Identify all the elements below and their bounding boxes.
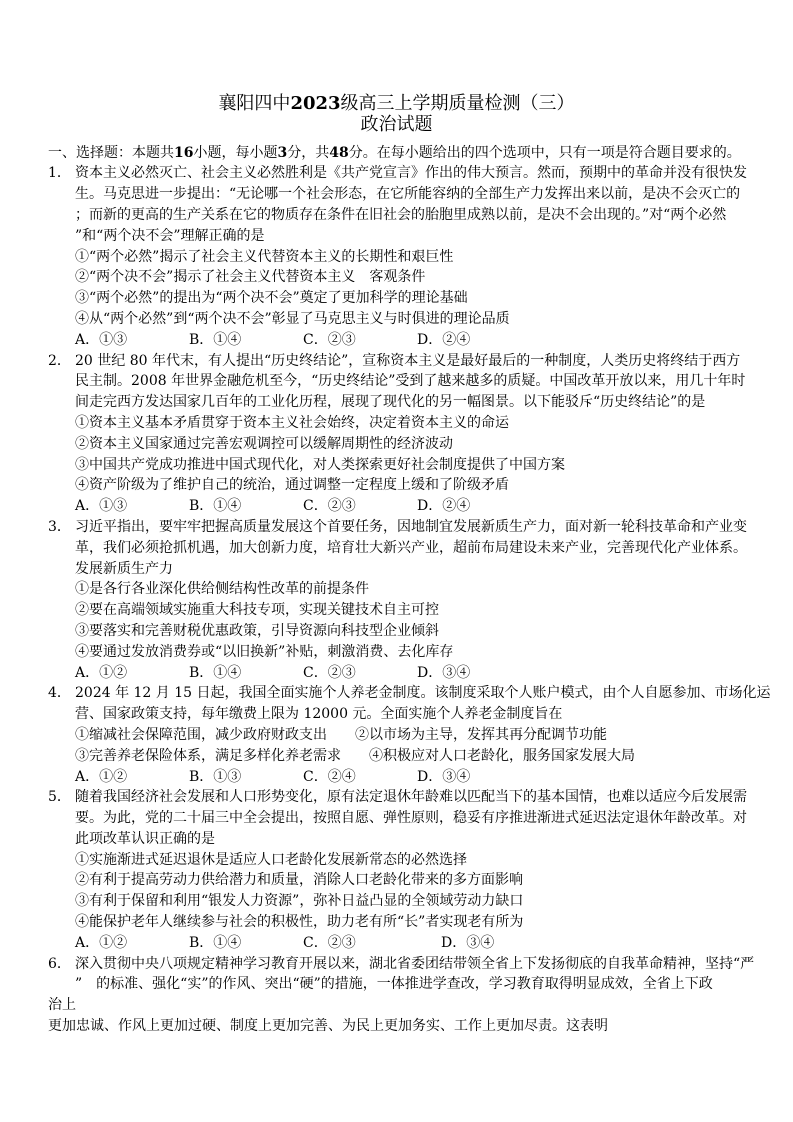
question-stem-line: 间走完西方发达国家几百年的工业化历程，展现了现代化的另一幅图景。以下能驳斥“历史终结论”的是 xyxy=(75,394,706,411)
question-4 xyxy=(48,683,771,787)
statement-1: ①资本主义基本矛盾贯穿于资本主义社会始终，决定着资本主义的命运 xyxy=(75,414,509,431)
stem-text: 随着我国经济社会发展和人口形势变化，原有法定退休年龄难以匹配当下的基本国情，也难以适应今后发展需 xyxy=(75,789,747,806)
question-number: 3． xyxy=(48,518,71,535)
answer-choices xyxy=(48,767,768,788)
section-total-points: 48 xyxy=(329,144,349,161)
stem-text: 资本主义必然灭亡、社会主义必然胜利是《共产党宣言》作出的伟大预言。然而，预期中的革命并没有很快发 xyxy=(75,165,747,182)
question-stem-line xyxy=(48,954,768,975)
statement-2: ②要在高端领域实施重大科技专项，实现关键技术自主可控 xyxy=(75,602,439,619)
question-number: 6． xyxy=(48,955,71,972)
choice-c: C．②③ xyxy=(303,331,356,348)
section-heading-text: 分，共 xyxy=(287,144,330,161)
choice-a: A．①② xyxy=(75,768,128,785)
answer-choices xyxy=(48,933,768,954)
choice-b: B．①③ xyxy=(189,768,242,785)
choice-b: B．①④ xyxy=(189,664,242,681)
exam-content xyxy=(48,143,771,1037)
choice-c: C．②④ xyxy=(303,768,356,785)
statement-4: ④资产阶级为了维护自己的统治，通过调整一定程度上缓和了阶级矛盾 xyxy=(75,477,509,494)
statement-1: ①“两个必然”揭示了社会主义代替资本主义的长期性和艰巨性 xyxy=(75,248,454,265)
statement-2: ②资本主义国家通过完善宏观调控可以缓解周期性的经济波动 xyxy=(75,435,453,452)
statement-3: ③要落实和完善财税优惠政策，引导资源向科技型企业倾斜 xyxy=(75,622,439,639)
statement-row xyxy=(48,746,768,767)
choice-d: D．②④ xyxy=(417,498,471,515)
statement-3: ③有利于保留和利用“银发人力资源”，弥补日益凸显的全领域劳动力缺口 xyxy=(75,893,524,910)
statement-3: ③中国共产党成功推进中国式现代化，对人类探索更好社会制度提供了中国方案 xyxy=(75,456,565,473)
stem-text: 20 世纪 80 年代末，有人提出“历史终结论”，宣称资本主义是最好最后的一种制度，人类历史将终结于西方 xyxy=(75,352,741,369)
answer-choices xyxy=(48,663,768,684)
question-stem-line: 要。为此，党的二十届三中全会提出，按照自愿、弹性原则，稳妥有序推进渐进式延迟法定退休年龄改革。对 xyxy=(75,810,747,827)
statement-1: ①是各行各业深化供给侧结构性改革的前提条件 xyxy=(75,581,369,598)
section-heading xyxy=(48,143,768,164)
statement-2: ②有利于提高劳动力供给潜力和质量，消除人口老龄化带来的多方面影响 xyxy=(75,872,523,889)
choice-a: A．①③ xyxy=(75,331,128,348)
section-heading-text: 分。在每小题给出的四个选项中，只有一项是符合题目要求的。 xyxy=(348,144,741,161)
section-heading-text: 一、选择题：本题共 xyxy=(48,144,174,161)
question-stem-line: 治上 xyxy=(48,997,76,1014)
exam-subject: 政治试题 xyxy=(360,114,433,135)
choice-b: B．①④ xyxy=(189,498,242,515)
question-6 xyxy=(48,954,768,1037)
exam-title xyxy=(0,93,793,115)
statement-row xyxy=(48,725,768,746)
choice-d: D．②④ xyxy=(417,331,471,348)
question-stem-line xyxy=(48,351,768,372)
statement-2: ②以市场为主导，发挥其再分配调节功能 xyxy=(355,726,607,743)
choice-a: A．①② xyxy=(75,664,128,681)
statement-4: ④要通过发放消费券或“以旧换新”补贴，刺激消费、去化库存 xyxy=(75,643,454,660)
question-stem-line: 民主制。2008 年世界金融危机至今，“历史终结论”受到了越来越多的质疑。中国改革开放以来，用几十年时 xyxy=(75,373,746,390)
choice-d: D．③④ xyxy=(441,934,495,951)
question-5 xyxy=(48,787,768,953)
choice-c: C．②③ xyxy=(303,498,356,515)
question-number: 5． xyxy=(48,789,71,806)
choice-a: A．①② xyxy=(75,934,128,951)
question-stem-line xyxy=(48,787,768,808)
answer-choices xyxy=(48,330,768,351)
question-number: 4． xyxy=(48,685,71,702)
stem-text: 深入贯彻中央八项规定精神学习教育开展以来，湖北省委团结带领全省上下发扬彻底的自我革命精神，坚持“严 xyxy=(75,955,755,972)
title-school: 襄阳四中 xyxy=(218,93,291,114)
choice-d: D．③④ xyxy=(417,768,471,785)
title-exam-name: 级高三上学期质量检测（三） xyxy=(340,93,575,114)
statement-3: ③“两个必然”的提出为“两个决不会”奠定了更加科学的理论基础 xyxy=(75,290,468,307)
choice-b: B．①④ xyxy=(189,331,242,348)
question-stem-line xyxy=(48,683,771,704)
section-question-count: 16 xyxy=(174,144,194,161)
question-2 xyxy=(48,351,768,517)
question-number: 1． xyxy=(48,165,71,182)
question-stem-line xyxy=(48,517,768,538)
choice-b: B．①④ xyxy=(189,934,242,951)
section-points-each: 3 xyxy=(277,144,288,161)
question-number: 2． xyxy=(48,352,71,369)
choice-c: C．②③ xyxy=(303,934,356,951)
statement-1: ①实施渐进式延迟退休是适应人口老龄化发展新常态的必然选择 xyxy=(75,851,467,868)
statement-4: ④能保护老年人继续参与社会的积极性，助力老有所“长”者实现老有所为 xyxy=(75,914,524,931)
statement-1: ①缩减社会保障范围，减少政府财政支出 xyxy=(75,726,327,743)
question-stem-line: ”和“两个决不会”理解正确的是 xyxy=(75,227,265,244)
statement-4: ④积极应对人口老龄化，服务国家发展大局 xyxy=(369,747,635,764)
choice-d: D．③④ xyxy=(417,664,471,681)
statement-4: ④从“两个必然”到“两个决不会”彰显了马克思主义与时俱进的理论品质 xyxy=(75,310,510,327)
stem-text: 习近平指出，要牢牢把握高质量发展这个首要任务，因地制宜发展新质生产力，面对新一轮科技革命和产业变 xyxy=(75,518,747,535)
question-1 xyxy=(48,163,768,350)
answer-choices xyxy=(48,496,768,517)
statement-2: ②“两个决不会”揭示了社会主义代替资本主义 客观条件 xyxy=(75,269,426,286)
question-stem-line: ” 的标准、强化“实”的作风、突出“硬”的措施，一体推进学查改，学习教育取得明显成效，全省上下政 xyxy=(75,976,713,993)
stem-text: 2024 年 12 月 15 日起，我国全面实施个人养老金制度。该制度采取个人账户模式，由个人自愿参加、市场化运 xyxy=(75,685,771,702)
question-stem-line: 更加忠诚、作风上更加过硬、制度上更加完善、为民上更加务实、工作上更加尽责。这表明 xyxy=(48,1018,608,1035)
question-stem-line: 革，我们必须抢抓机遇，加大创新力度，培育壮大新兴产业，超前布局建设未来产业，完善现代化产业体系。 xyxy=(75,539,747,556)
question-stem-line: 营、国家政策支持，每年缴费上限为 12000 元。全面实施个人养老金制度旨在 xyxy=(75,706,563,723)
question-3 xyxy=(48,517,768,683)
question-stem-line: 生。马克思进一步提出：“无论哪一个社会形态，在它所能容纳的全部生产力发挥出来以前，是决不会灭亡的 xyxy=(75,186,741,203)
title-year: 2023 xyxy=(290,93,341,114)
statement-3: ③完善养老保险体系，满足多样化养老需求 xyxy=(75,747,341,764)
question-stem-line: 此项改革认识正确的是 xyxy=(75,830,215,847)
choice-c: C．②③ xyxy=(303,664,356,681)
section-heading-text: 小题，每小题 xyxy=(193,144,278,161)
choice-a: A．①③ xyxy=(75,498,128,515)
question-stem-line: ；而新的更高的生产关系在它的物质存在条件在旧社会的胎胞里成熟以前，是决不会出现的。”对“两个必然 xyxy=(75,206,727,223)
question-stem-line xyxy=(48,163,768,184)
question-stem-line: 发展新质生产力 xyxy=(75,560,173,577)
